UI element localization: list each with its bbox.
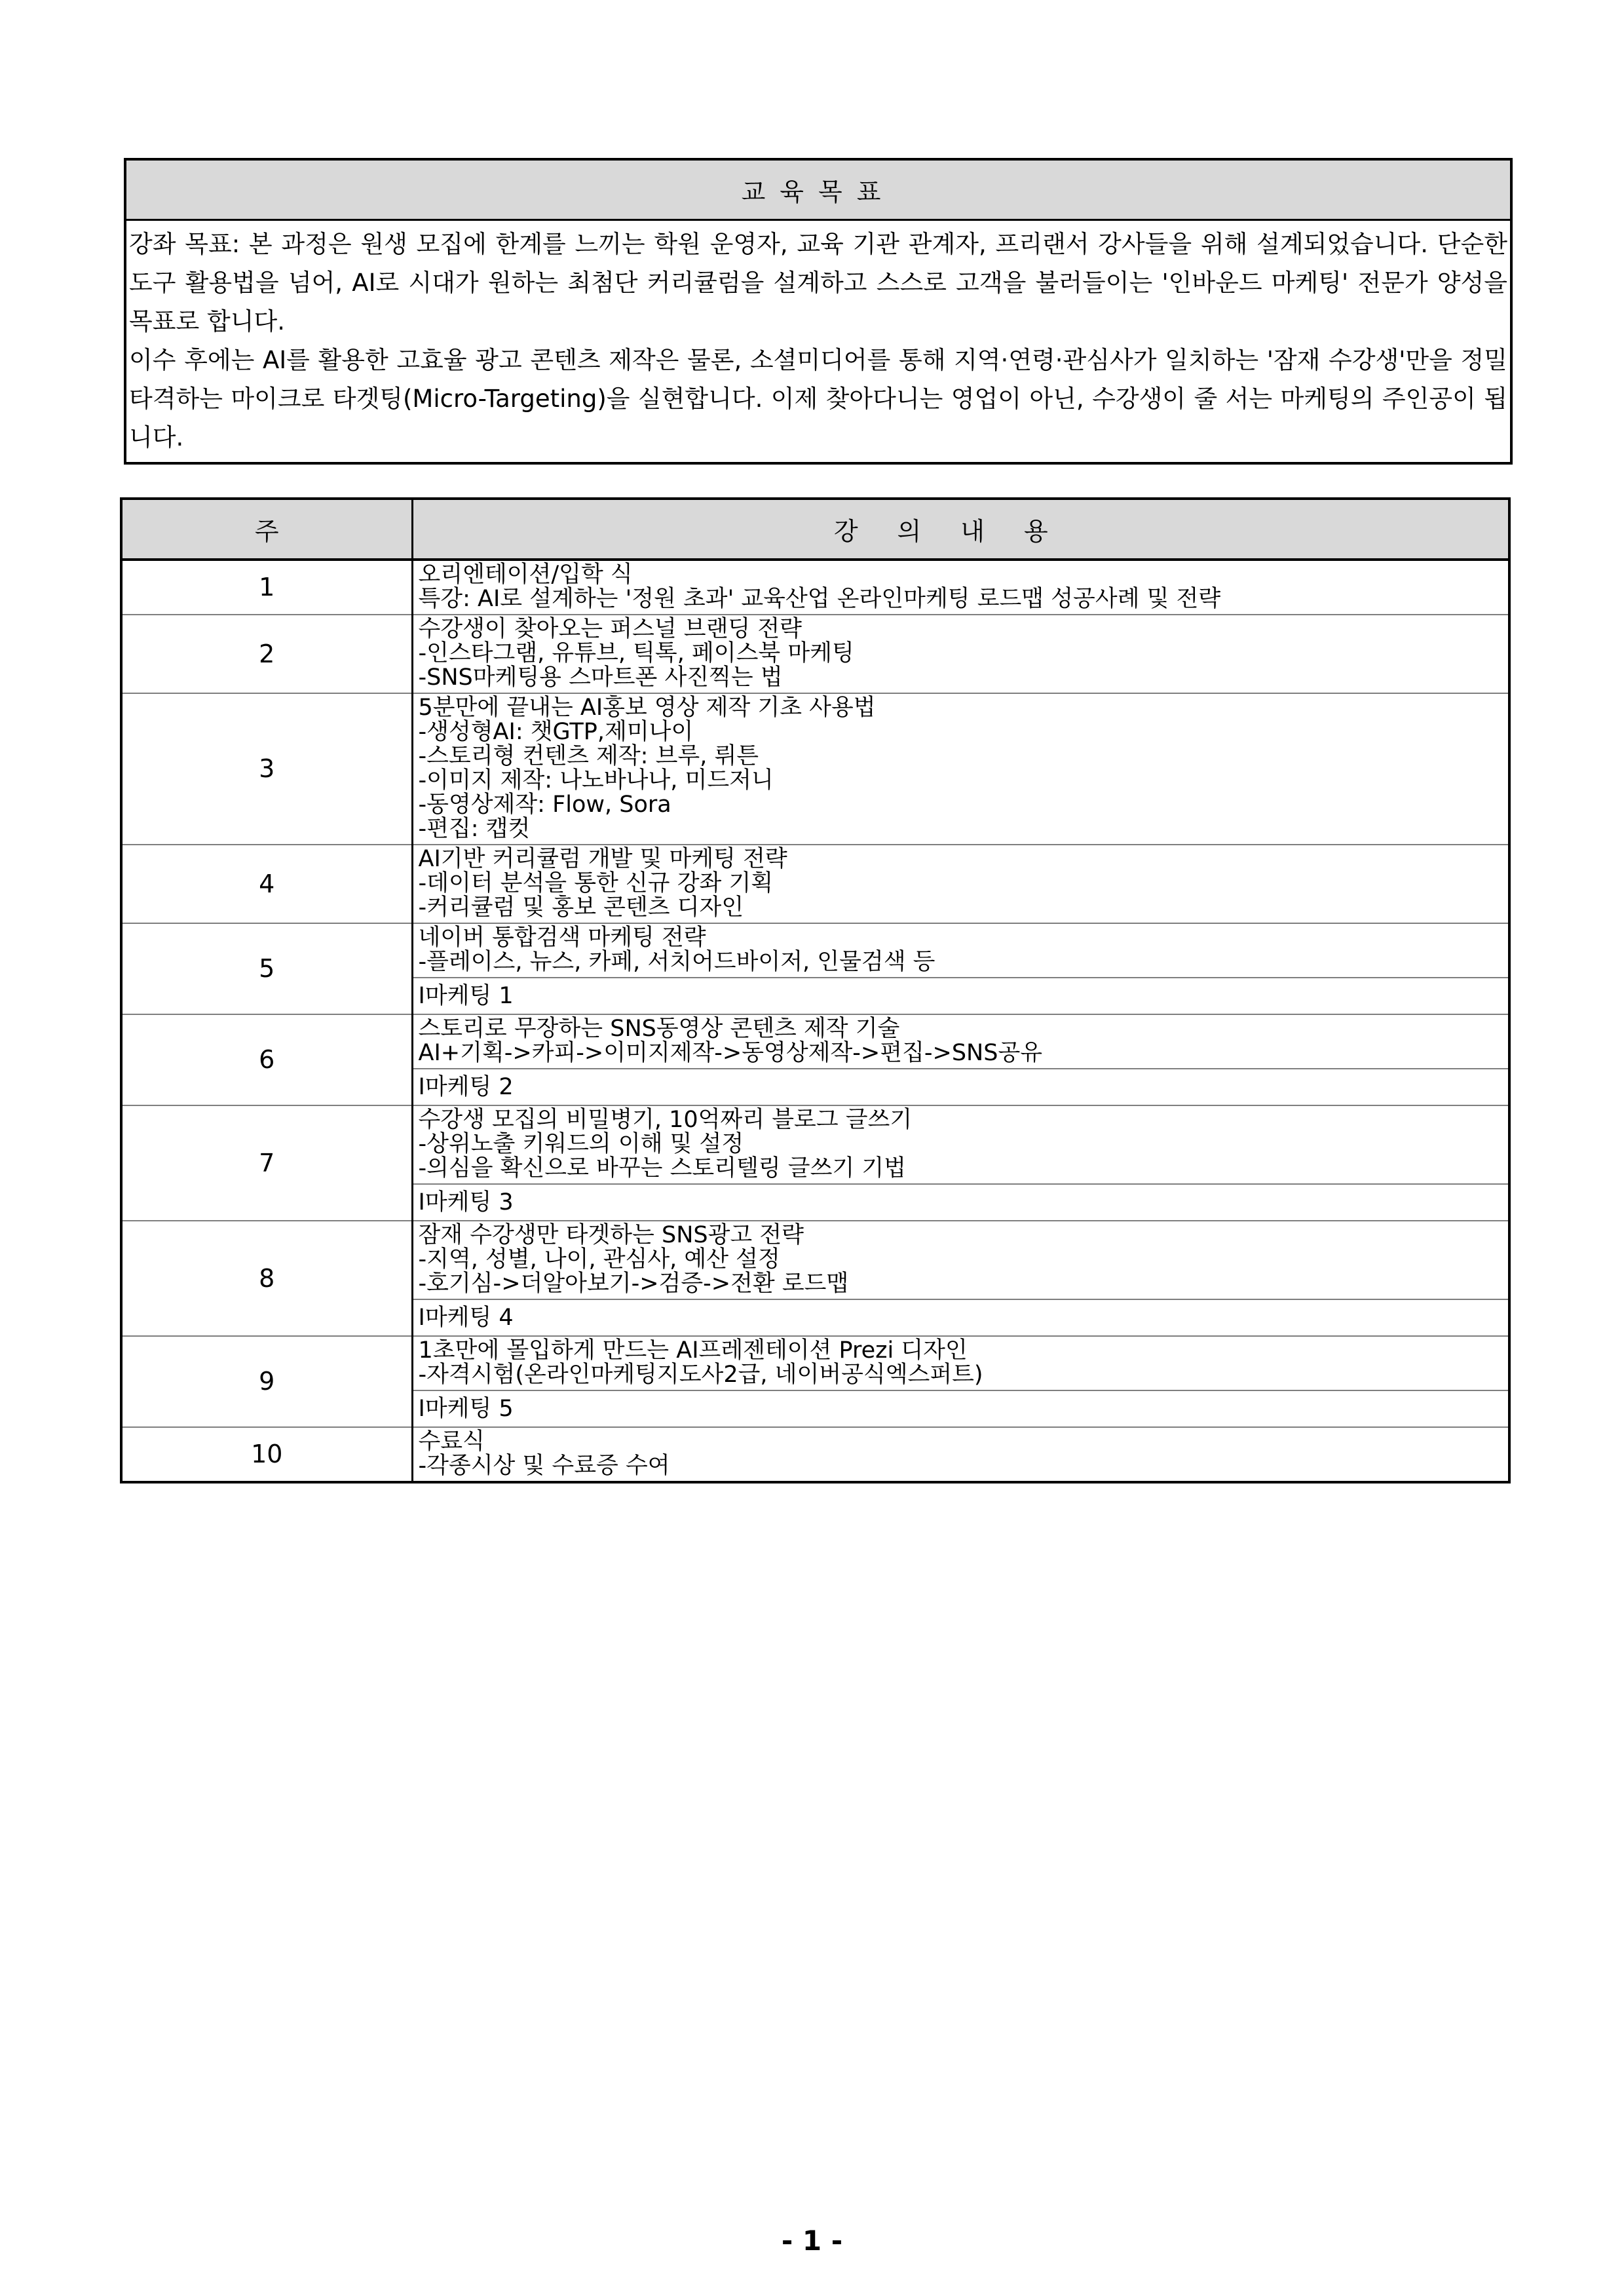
lecture-line: -커리큘럼 및 홍보 콘텐츠 디자인	[418, 894, 744, 921]
lecture-content	[412, 1014, 1509, 1069]
lecture-line: -각종시상 및 수료증 수여	[418, 1453, 670, 1479]
lecture-line: 네이버 통합검색 마케팅 전략	[418, 925, 706, 951]
objectives-paragraph: 이수 후에는 AI를 활용한 고효율 광고 콘텐츠 제작은 물론, 소셜미디어를 통해 지역·연령·관심사가 일치하는 '잠재 수강생'만을 정밀 타격하는 마이크로 타겟팅(Micro-Targeting)을 실현합니다. 이제 찾아다니는 영업이 아닌, 수강생이 줄 서는 마케팅의 주인공이 됩니다.	[129, 346, 1507, 451]
lecture-content	[412, 560, 1509, 615]
table-row	[121, 560, 1509, 615]
table-row	[121, 1221, 1509, 1299]
practice-session: I마케팅 1	[412, 978, 1509, 1014]
lecture-content	[412, 1105, 1509, 1184]
objectives-paragraph: 강좌 목표: 본 과정은 원생 모집에 한계를 느끼는 학원 운영자, 교육 기관 관계자, 프리랜서 강사들을 위해 설계되었습니다. 단순한 도구 활용법을 넘어, AI로 시대가 원하는 최첨단 커리큘럼을 설계하고 스스로 고객을 불러들이는 '인바운드 마케팅' 전문가 양성을 목표로 합니다.	[129, 230, 1507, 335]
week-number: 3	[121, 693, 412, 845]
lecture-line: AI+기획->카피->이미지제작->동영상제작->편집->SNS공유	[418, 1040, 1043, 1066]
lecture-content	[412, 693, 1509, 845]
lecture-content	[412, 1427, 1509, 1482]
week-number: 9	[121, 1336, 412, 1427]
lecture-line: 5분만에 끝내는 AI홍보 영상 제작 기초 사용법	[418, 695, 876, 721]
curriculum-body	[121, 560, 1509, 1482]
week-number: 2	[121, 615, 412, 693]
lecture-line: 수강생이 찾아오는 퍼스널 브랜딩 전략	[418, 616, 802, 642]
curriculum-table	[120, 497, 1511, 1483]
lecture-content	[412, 923, 1509, 978]
objectives-box	[124, 158, 1513, 465]
week-number: 10	[121, 1427, 412, 1482]
lecture-line: -지역, 성별, 나이, 관심사, 예산 설정	[418, 1246, 780, 1272]
week-column-header: 주	[121, 499, 412, 560]
lecture-line: 특강: AI로 설계하는 '정원 초과' 교육산업 온라인마케팅 로드맵 성공사례 및 전략	[418, 586, 1221, 612]
table-row	[121, 845, 1509, 923]
practice-session: I마케팅 2	[412, 1069, 1509, 1105]
table-row	[121, 1014, 1509, 1069]
week-number: 4	[121, 845, 412, 923]
week-number: 6	[121, 1014, 412, 1105]
lecture-line: 오리엔테이션/입학 식	[418, 562, 633, 588]
table-row	[121, 1105, 1509, 1184]
lecture-line: -자격시험(온라인마케팅지도사2급, 네이버공식엑스퍼트)	[418, 1362, 983, 1388]
content-column-header: 강의내용	[412, 499, 1509, 560]
lecture-line: 수강생 모집의 비밀병기, 10억짜리 블로그 글쓰기	[418, 1107, 913, 1133]
lecture-line: -데이터 분석을 통한 신규 강좌 기획	[418, 870, 774, 896]
lecture-line: -스토리형 컨텐츠 제작: 브루, 뤼튼	[418, 743, 759, 769]
curriculum-header-row	[121, 499, 1509, 560]
week-number: 7	[121, 1105, 412, 1221]
lecture-line: -생성형AI: 챗GTP,제미나이	[418, 719, 694, 745]
page-number: - 1 -	[781, 2225, 843, 2257]
practice-session: I마케팅 5	[412, 1390, 1509, 1427]
practice-session: I마케팅 4	[412, 1299, 1509, 1336]
objectives-body	[126, 221, 1510, 462]
week-number: 1	[121, 560, 412, 615]
lecture-line: -인스타그램, 유튜브, 틱톡, 페이스북 마케팅	[418, 640, 854, 666]
lecture-line: 수료식	[418, 1428, 485, 1455]
table-row	[121, 1336, 1509, 1390]
practice-session: I마케팅 3	[412, 1184, 1509, 1221]
table-row	[121, 693, 1509, 845]
lecture-line: 스토리로 무장하는 SNS동영상 콘텐츠 제작 기술	[418, 1016, 900, 1042]
table-row	[121, 615, 1509, 693]
lecture-line: -호기심->더알아보기->검증->전환 로드맵	[418, 1271, 849, 1297]
lecture-line: -상위노출 키워드의 이해 및 설정	[418, 1131, 744, 1157]
lecture-line: -SNS마케팅용 스마트폰 사진찍는 법	[418, 664, 783, 691]
table-row	[121, 923, 1509, 978]
lecture-line: AI기반 커리큘럼 개발 및 마케팅 전략	[418, 846, 787, 872]
lecture-content	[412, 615, 1509, 693]
table-row	[121, 1427, 1509, 1482]
week-number: 8	[121, 1221, 412, 1336]
objectives-header: 교육목표	[126, 161, 1510, 221]
lecture-line: -편집: 캡컷	[418, 816, 531, 842]
lecture-line: 잠재 수강생만 타겟하는 SNS광고 전략	[418, 1222, 804, 1248]
lecture-line: -동영상제작: Flow, Sora	[418, 792, 671, 818]
lecture-content	[412, 845, 1509, 923]
lecture-line: -의심을 확신으로 바꾸는 스토리텔링 글쓰기 기법	[418, 1155, 906, 1181]
lecture-content	[412, 1221, 1509, 1299]
lecture-line: -이미지 제작: 나노바나나, 미드저니	[418, 767, 774, 794]
lecture-content	[412, 1336, 1509, 1390]
lecture-line: -플레이스, 뉴스, 카페, 서치어드바이저, 인물검색 등	[418, 949, 935, 975]
week-number: 5	[121, 923, 412, 1014]
lecture-line: 1초만에 몰입하게 만드는 AI프레젠테이션 Prezi 디자인	[418, 1337, 968, 1364]
